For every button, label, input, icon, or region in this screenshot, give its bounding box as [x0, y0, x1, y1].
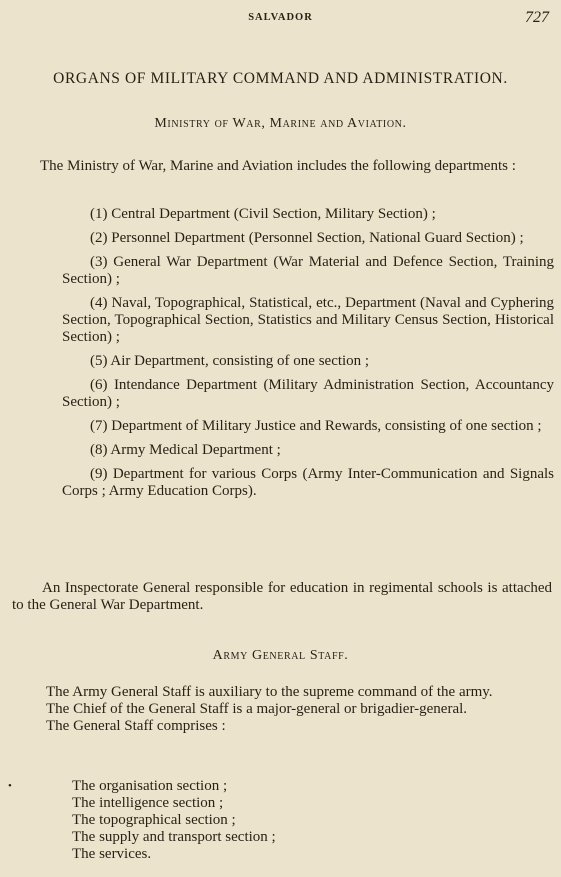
running-head	[0, 9, 561, 32]
section-heading-general-staff: Army General Staff.	[212, 648, 349, 663]
list-item: The organisation section ;	[72, 778, 228, 794]
list-item: (1) Central Department (Civil Section, Military Section) ;	[90, 206, 436, 222]
ministry-intro-paragraph: The Ministry of War, Marine and Aviation includes the following departments :	[40, 158, 516, 174]
department-list	[62, 206, 554, 507]
list-item: The services.	[72, 846, 152, 862]
paragraph: The Army General Staff is auxiliary to the supreme command of the army.	[46, 684, 493, 700]
margin-dot-mark: •	[8, 780, 12, 792]
list-item: (6) Intendance Department (Military Administration Section, Accountancy Section) ;	[62, 377, 554, 410]
paragraph: The Chief of the General Staff is a major-general or brigadier-general.	[46, 701, 468, 717]
main-heading: ORGANS OF MILITARY COMMAND AND ADMINISTRATION.	[53, 70, 508, 87]
running-head-title: SALVADOR	[248, 12, 313, 23]
list-item: (9) Department for various Corps (Army Inter-Communication and Signals Corps ; Army Education Corps).	[62, 466, 554, 499]
page-number: 727	[525, 9, 549, 26]
list-item: (8) Army Medical Department ;	[90, 442, 281, 458]
list-item: (7) Department of Military Justice and Rewards, consisting of one section ;	[90, 418, 542, 434]
list-item: The intelligence section ;	[72, 795, 224, 811]
list-item: (5) Air Department, consisting of one section ;	[90, 353, 370, 369]
list-item: The topographical section ;	[72, 812, 236, 828]
list-item: (2) Personnel Department (Personnel Section, National Guard Section) ;	[90, 230, 524, 246]
general-staff-sections-list	[72, 778, 276, 863]
inspectorate-paragraph: An Inspectorate General responsible for education in regimental schools is attached to the General War Department.	[12, 580, 552, 613]
section-heading-ministry: Ministry of War, Marine and Aviation.	[154, 116, 407, 131]
list-item: (4) Naval, Topographical, Statistical, etc., Department (Naval and Cyphering Section, Topographical Section, Statistics and Military Census Section, Historical Section) ;	[62, 295, 554, 345]
general-staff-paragraphs	[12, 684, 552, 735]
list-item: (3) General War Department (War Material and Defence Section, Training Section) ;	[62, 254, 554, 287]
paragraph: The General Staff comprises :	[46, 718, 226, 734]
list-item: The supply and transport section ;	[72, 829, 276, 845]
